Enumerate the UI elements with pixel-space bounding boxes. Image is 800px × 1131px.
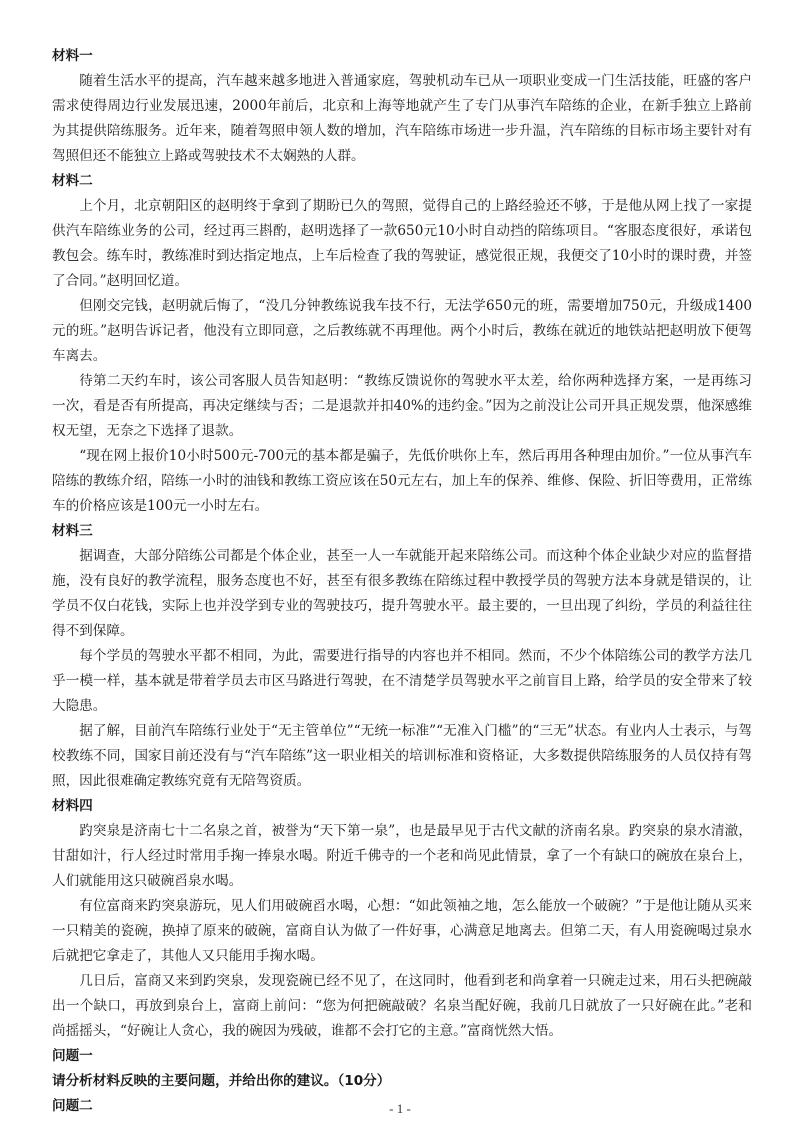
section-heading: 材料二 xyxy=(52,173,93,189)
section-heading: 材料四 xyxy=(52,798,93,814)
material-3 xyxy=(52,519,752,794)
paragraph: “现在网上报价10小时500元-700元的基本都是骗子，先低价哄你上车，然后再用各种理由加价。”一位从事汽车陪练的教练介绍，陪练一小时的油钱和教练工资应该在50元左右，加上车的保养、维修、保险、折旧等费用，正常练车的价格应该是100元一小时左右。 xyxy=(52,448,752,514)
section-heading: 材料一 xyxy=(52,48,93,64)
paragraph: 但刚交完钱，赵明就后悔了，“没几分钟教练说我车技不行，无法学650元的班，需要增加750元，升级成1400元的班。”赵明告诉记者，他没有立即同意，之后教练就不再理他。两个小时后，教练在就近的地铁站把赵明放下便驾车离去。 xyxy=(52,298,752,364)
material-4 xyxy=(52,794,752,1044)
page-number: - 1 - xyxy=(389,1101,411,1116)
section-heading: 材料三 xyxy=(52,523,93,539)
paragraph: 上个月，北京朝阳区的赵明终于拿到了期盼已久的驾照，觉得自己的上路经验还不够，于是他从网上找了一家提供汽车陪练业务的公司，经过再三斟酌，赵明选择了一款650元10小时自动挡的陪练项目。“客服态度很好，承诺包教包会。练车时，教练准时到达指定地点，上车后检查了我的驾驶证，感觉很正规，我便交了10小时的课时费，并签了合同。”赵明回忆道。 xyxy=(52,198,752,289)
question-1-heading: 问题一 xyxy=(52,1048,93,1064)
question-2-heading: 问题二 xyxy=(52,1098,93,1114)
paragraph: 据了解，目前汽车陪练行业处于“无主管单位”“无统一标准”“无准入门槛”的“三无”状态。有业内人士表示，与驾校教练不同，国家目前还没有与“汽车陪练”这一职业相关的培训标准和资格证，大多数提供陪练服务的人员仅持有驾照，因此很难确定教练究竟有无陪驾资质。 xyxy=(52,723,752,789)
question-1-text: 请分析材料反映的主要问题，并给出你的建议。（10分） xyxy=(52,1073,391,1089)
paragraph: 每个学员的驾驶水平都不相同，为此，需要进行指导的内容也并不相同。然而，不少个体陪练公司的教学方法几乎一模一样，基本就是带着学员去市区马路进行驾驶，在不清楚学员驾驶水平之前盲目上路，给学员的安全带来了较大隐患。 xyxy=(52,648,752,714)
material-2 xyxy=(52,169,752,519)
paragraph: 趵突泉是济南七十二名泉之首，被誉为“天下第一泉”，也是最早见于古代文献的济南名泉。趵突泉的泉水清澈，甘甜如汁，行人经过时常用手掬一捧泉水喝。附近千佛寺的一个老和尚见此情景，拿了一个有缺口的碗放在泉台上，人们就能用这只破碗舀泉水喝。 xyxy=(52,823,752,889)
paragraph: 待第二天约车时，该公司客服人员告知赵明：“教练反馈说你的驾驶水平太差，给你两种选择方案，一是再练习一次，看是否有所提高，再决定继续与否；二是退款并扣40%的违约金。”因为之前没让公司开具正规发票，他深感维权无望，无奈之下选择了退款。 xyxy=(52,373,752,439)
paragraph: 随着生活水平的提高，汽车越来越多地进入普通家庭，驾驶机动车已从一项职业变成一门生活技能，旺盛的客户需求使得周边行业发展迅速，2000年前后，北京和上海等地就产生了专门从事汽车陪练的企业，在新手独立上路前为其提供陪练服务。近年来，随着驾照申领人数的增加，汽车陪练市场进一步升温，汽车陪练的目标市场主要针对有驾照但还不能独立上路或驾驶技术不太娴熟的人群。 xyxy=(52,73,752,164)
paragraph: 据调查，大部分陪练公司都是个体企业，甚至一人一车就能开起来陪练公司。而这种个体企业缺少对应的监督措施，没有良好的教学流程，服务态度也不好，甚至有很多教练在陪练过程中教授学员的驾驶方法本身就是错误的，让学员不仅白花钱，实际上也并没学到专业的驾驶技巧，提升驾驶水平。最主要的，一旦出现了纠纷，学员的利益往往得不到保障。 xyxy=(52,548,752,639)
paragraph: 几日后，富商又来到趵突泉，发现瓷碗已经不见了，在这同时，他看到老和尚拿着一只碗走过来，用石头把碗敲出一个缺口，再放到泉台上，富商上前问：“您为何把碗敲破？名泉当配好碗，我前几日就放了一只好碗在此。”老和尚摇摇头，“好碗让人贪心，我的碗因为残破，谁都不会打它的主意。”富商恍然大悟。 xyxy=(52,973,752,1039)
paragraph: 有位富商来趵突泉游玩，见人们用破碗舀水喝，心想：“如此领袖之地，怎么能放一个破碗？”于是他让随从买来一只精美的瓷碗，换掉了原来的破碗，富商自认为做了一件好事，心满意足地离去。但第二天，有人用瓷碗喝过泉水后就把它拿走了，其他人又只能用手掬水喝。 xyxy=(52,898,752,964)
material-1 xyxy=(52,44,752,169)
